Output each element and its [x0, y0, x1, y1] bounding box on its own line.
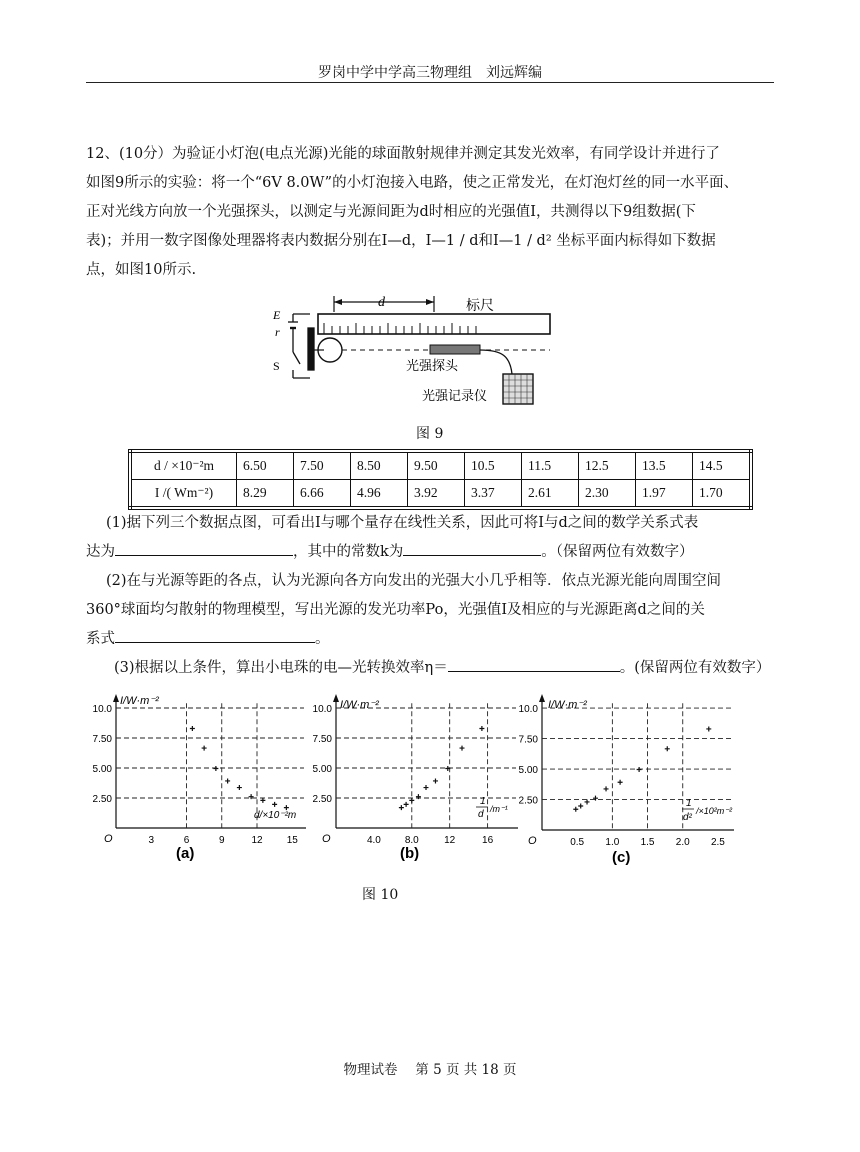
data-point	[585, 799, 590, 804]
y-tick-label: 7.50	[518, 734, 538, 746]
x-tick-label: 1.0	[605, 837, 620, 848]
y-axis-arrow-icon	[113, 694, 119, 702]
q1-text: ，其中的常数k为	[293, 544, 404, 560]
y-tick-label: 5.00	[312, 764, 332, 775]
data-point	[637, 767, 642, 772]
table-cell: 2.30	[579, 480, 636, 509]
x-tick-label: 6	[183, 835, 190, 846]
y-axis-arrow-icon	[539, 694, 545, 702]
panel-label-a: (a)	[176, 845, 195, 862]
y-tick-label: 2.50	[518, 795, 538, 807]
data-point	[424, 785, 429, 790]
question-2-line-c	[86, 625, 786, 654]
plot-c	[510, 690, 750, 874]
x-label-denominator: d²	[683, 812, 692, 823]
label-recorder: 光强记录仪	[422, 388, 488, 403]
x-tick-label: 9	[218, 835, 225, 846]
x-tick-label: 2.0	[675, 837, 690, 848]
y-axis-arrow-icon	[333, 694, 339, 702]
x-tick-label: 8.0	[404, 835, 419, 846]
q1-text: 达为	[86, 544, 115, 560]
label-probe: 光强探头	[406, 358, 459, 373]
intro-line: 表)；并用一数字图像处理器将表内数据分别在I—d，I—1 / d和I—1 / d² 坐标平面内标得如下数据	[86, 233, 716, 249]
data-point	[479, 726, 484, 731]
y-tick-label: 7.50	[312, 734, 332, 745]
table-cell: 10.5	[465, 451, 522, 480]
ruler	[318, 314, 550, 334]
table-cell: 8.29	[237, 480, 294, 509]
question-2-line-b: 360°球面均匀散射的物理模型，写出光源的发光功率Po，光强值I及相应的与光源距离d之间的关	[86, 602, 705, 618]
x-label-unit: /×10²m⁻²	[696, 806, 733, 816]
data-point	[665, 746, 670, 751]
table-cell: 1.70	[693, 480, 752, 509]
data-point	[706, 726, 711, 731]
intro-line: 点，如图10所示.	[86, 262, 197, 278]
plot-b	[304, 690, 524, 870]
y-tick-label: 10.0	[312, 704, 332, 715]
q2-text: 。	[315, 631, 330, 647]
question-2-line-a: (2)在与光源等距的各点，认为光源向各方向发出的光强大小几乎相等．依点光源光能向周围空间	[106, 573, 722, 589]
question-1-line-b	[86, 538, 786, 567]
y-tick-label: 10.0	[92, 704, 112, 715]
figure10-caption: 图 10	[362, 887, 399, 903]
arrow-left-icon	[334, 299, 342, 305]
x-tick-label: 1.5	[640, 837, 655, 848]
origin-label: O	[322, 833, 331, 845]
table-cell: 4.96	[351, 480, 408, 509]
x-tick-label: 3	[148, 835, 155, 846]
data-point	[190, 726, 195, 731]
x-tick-label: 2.5	[710, 837, 725, 848]
q2-text: 系式	[86, 631, 115, 647]
x-axis-label: d/×10⁻²m	[254, 810, 297, 821]
panel-label-c: (c)	[612, 849, 631, 866]
label-ruler: 标尺	[466, 297, 494, 313]
y-tick-label: 10.0	[518, 704, 538, 716]
page-footer: 物理试卷 第 5 页 共 18 页	[343, 1062, 517, 1078]
intro-line: 12、(10分）为验证小灯泡(电点光源)光能的球面散射规律并测定其发光效率，有同学设计并进行了	[86, 146, 720, 162]
table-cell: 8.50	[351, 451, 408, 480]
header-rule	[86, 82, 774, 83]
y-tick-label: 7.50	[92, 734, 112, 745]
data-table	[128, 449, 753, 510]
panel-label-b: (b)	[400, 845, 420, 862]
table-cell: 7.50	[294, 451, 351, 480]
answer-blank-formula[interactable]	[115, 541, 293, 556]
table-cell: 6.50	[237, 451, 294, 480]
probe-cable	[480, 350, 512, 374]
label-r: r	[275, 325, 280, 339]
label-S: S	[273, 359, 280, 373]
x-tick-label: 12	[251, 835, 263, 846]
data-point	[460, 746, 465, 751]
ruler-ticks	[324, 323, 476, 334]
x-tick-label: 12	[444, 835, 456, 846]
table-cell: 2.61	[522, 480, 579, 509]
table-cell: 9.50	[408, 451, 465, 480]
plot-a	[84, 690, 314, 870]
table-cell: 1.97	[636, 480, 693, 509]
table-cell: 14.5	[693, 451, 752, 480]
table-cell: 12.5	[579, 451, 636, 480]
table-cell: 3.92	[408, 480, 465, 509]
intro-line: 正对光线方向放一个光强探头，以测定与光源间距为d时相应的光强值I，共测得以下9组数据(下	[86, 204, 696, 220]
x-tick-label: 0.5	[570, 837, 585, 848]
answer-blank-k[interactable]	[403, 541, 541, 556]
x-label-numerator: 1	[686, 798, 692, 809]
y-tick-label: 2.50	[312, 794, 332, 805]
x-label-denominator: d	[478, 809, 484, 820]
arrow-right-icon	[426, 299, 434, 305]
table-row	[130, 480, 751, 509]
figure9-caption: 图 9	[416, 426, 444, 442]
q1-text: 。（保留两位有效数字）	[541, 544, 694, 560]
answer-blank-relation[interactable]	[115, 628, 315, 643]
answer-blank-efficiency[interactable]	[448, 657, 620, 672]
table-cell: 6.66	[294, 480, 351, 509]
table-cell: 11.5	[522, 451, 579, 480]
table-cell: 13.5	[636, 451, 693, 480]
question-3-line	[114, 654, 814, 683]
y-tick-label: 5.00	[518, 765, 538, 777]
data-point	[260, 798, 265, 803]
intro-line: 如图9所示的实验：将一个“6V 8.0W”的小灯泡接入电路，使之正常发光，在灯泡灯丝的同一水平面、	[86, 175, 739, 191]
light-probe	[430, 345, 480, 354]
question-intro	[86, 140, 778, 285]
question-1-line-a: (1)据下列三个数据点图，可看出I与哪个量存在线性关系，因此可将I与d之间的数学关系式表	[106, 515, 699, 531]
q3-text: 。(保留两位有效数字）	[619, 660, 771, 676]
table-row	[130, 451, 751, 480]
q3-text: (3)根据以上条件，算出小电珠的电—光转换效率η＝	[114, 660, 448, 676]
light-recorder	[503, 374, 533, 404]
label-E: E	[273, 308, 281, 322]
data-point	[433, 778, 438, 783]
y-axis-label: I/W·m⁻²	[340, 699, 379, 711]
x-label-numerator: 1	[480, 796, 486, 807]
x-tick-label: 4.0	[366, 835, 381, 846]
data-point	[573, 807, 578, 812]
table-cell: 3.37	[465, 480, 522, 509]
data-point	[225, 778, 230, 783]
y-axis-label: I/W·m⁻²	[120, 695, 159, 707]
y-axis-label: I/W·m⁻²	[548, 699, 587, 711]
data-point	[272, 802, 277, 807]
data-point	[202, 746, 207, 751]
figure9-apparatus	[270, 292, 560, 410]
data-point	[604, 786, 609, 791]
x-tick-label: 16	[482, 835, 494, 846]
page-header: 罗岗中学中学高三物理组 刘远辉编	[318, 65, 542, 81]
origin-label: O	[528, 835, 537, 847]
y-tick-label: 5.00	[92, 764, 112, 775]
table-header-d: d / ×10⁻²m	[130, 451, 237, 480]
circuit-wires	[288, 314, 314, 378]
data-point	[578, 803, 583, 808]
data-point	[213, 766, 218, 771]
y-tick-label: 2.50	[92, 794, 112, 805]
label-d: d	[378, 295, 385, 310]
table-header-I: I /( Wm⁻²)	[130, 480, 237, 509]
x-tick-label: 15	[286, 835, 298, 846]
data-point	[409, 798, 414, 803]
x-label-unit: /m⁻¹	[490, 804, 508, 814]
data-point	[404, 802, 409, 807]
data-point	[618, 780, 623, 785]
data-point	[237, 785, 242, 790]
origin-label: O	[104, 833, 113, 845]
data-point	[399, 805, 404, 810]
